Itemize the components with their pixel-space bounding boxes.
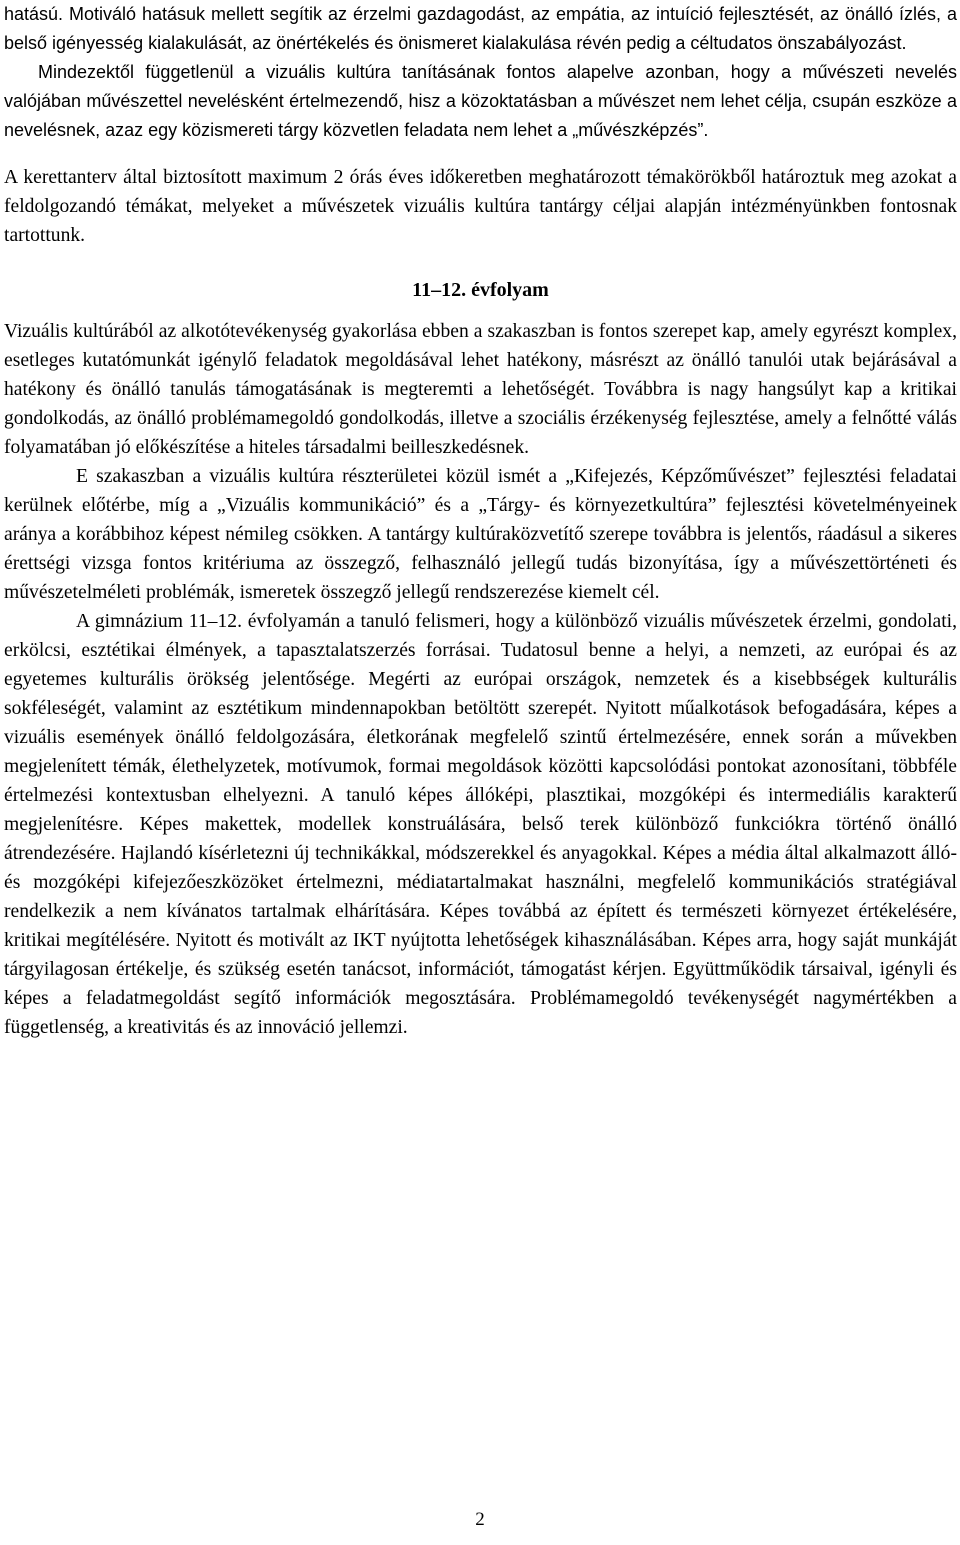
paragraph-framework-curriculum: A kerettanterv által biztosított maximum 2 órás éves időkeretben meghatározott témakörökből határoztuk meg azokat a feldolgozandó témákat, melyeket a művészetek vizuális kultúra tantárgy céljai alapján intézményünkben fontosnak tartottunk. <box>4 167 957 246</box>
paragraph-art-education-principle: Mindezektől függetlenül a vizuális kultúra tanításának fontos alapelve azonban, hogy a művészeti nevelés valójában művészettel nevelésként értelmezendő, hisz a közoktatásban a művészet nem lehet célja, csupán eszköze a nevelésnek, azaz egy közismereti tárgy közvetlen feladata nem lehet a „művészképzés”. <box>4 62 957 140</box>
section-heading-grade-11-12: 11–12. évfolyam <box>412 279 549 301</box>
paragraph-intro-continued: hatású. Motiváló hatásuk mellett segítik az érzelmi gazdagodást, az empátia, az intuíció fejlesztését, az önálló ízlés, a belső igényesség kialakulását, az önértékelés és önismeret kialakulása révén pedig a céltudatos önszabályozást. <box>4 4 957 53</box>
page-number: 2 <box>475 1509 485 1530</box>
paragraph-gymnasium-learning-outcomes: A gimnázium 11–12. évfolyamán a tanuló felismeri, hogy a különböző vizuális művészetek érzelmi, gondolati, erkölcsi, esztétikai élmények, a tapasztalatszerzés forrásai. Tudatosul benne a helyi, a nemzeti, az európai és az egyetemes kulturális örökség jelentősége. Megérti az európai országok, nemzetek és a kisebbségek kulturális sokféleségét, valamint az esztétikum mindennapokban betöltött szerepét. Nyitott műalkotások befogadására, képes a vizuális események önálló feldolgozására, életkorának megfelelő szintű értelmezésére, ennek során a művekben megjelenített témák, élethelyzetek, motívumok, formai megoldások közötti kapcsolódási pontokat azonosítani, többféle értelmezési kontextusban elhelyezni. A tanuló képes állóképi, plasztikai, mozgóképi és intermediális karakterű megjelenítésre. Képes makettek, modellek konstruálására, belső terek különböző funkciókra történő önálló átrendezésére. Hajlandó kísérletezni új technikákkal, módszerekkel és anyagokkal. Képes a média által alkalmazott álló- és mozgóképi kifejezőeszközöket értelmezni, médiatartalmakat használni, megfelelő kommunikációs stratégiával rendelkezik a nem kívánatos tartalmak elhárítására. Képes továbbá az épített és természeti környezet értékelésére, kritikai megítélésére. Nyitott és motivált az IKT nyújtotta lehetőségek kihasználásában. Képes arra, hogy saját munkáját tárgyilagosan értékelje, és szükség esetén tanácsot, információt, támogatást kérjen. Együttműködik társaival, igényli és képes a feladatmegoldást segítő információk megosztására. Problémamegoldó tevékenységét nagymértékben a függetlenség, a kreativitás és az innováció jellemzi. <box>4 611 957 1038</box>
paragraph-subfields-emphasis: E szakaszban a vizuális kultúra részterületei közül ismét a „Kifejezés, Képzőművészet” fejlesztési feladatai kerülnek előtérbe, míg a „Vizuális kommunikáció” és a „Tárgy- és környezetkultúra” fejlesztési követelményeinek aránya a korábbihoz képest némileg csökken. A tantárgy kultúraközvetítő szerepe továbbra is jelentős, ráadásul a sikeres érettségi vizsga fontos kritériuma az összegző, felhasználó jellegű tudás bizonyítása, így a művészettörténeti és művészetelméleti problémák, ismeretek összegző jellegű rendszerezése kiemelt cél. <box>4 466 957 603</box>
document-page <box>4 0 957 1042</box>
paragraph-visual-culture-practice: Vizuális kultúrából az alkotótevékenység gyakorlása ebben a szakaszban is fontos szerepet kap, amely egyrészt komplex, esetleges kutatómunkát igénylő feladatok megoldásával lehet hatékony, másrészt az önálló tanulói utak bejárásával a hatékony és önálló tanulás támogatásának is megteremti a lehetőségét. Továbbra is nagy hangsúlyt kap a kritikai gondolkodás, az önálló problémamegoldó gondolkodás, illetve a szociális érzékenység fejlesztése, amely a felnőtté válás folyamatában jó előkészítése a hiteles társadalmi beilleszkedésnek. <box>4 321 957 458</box>
